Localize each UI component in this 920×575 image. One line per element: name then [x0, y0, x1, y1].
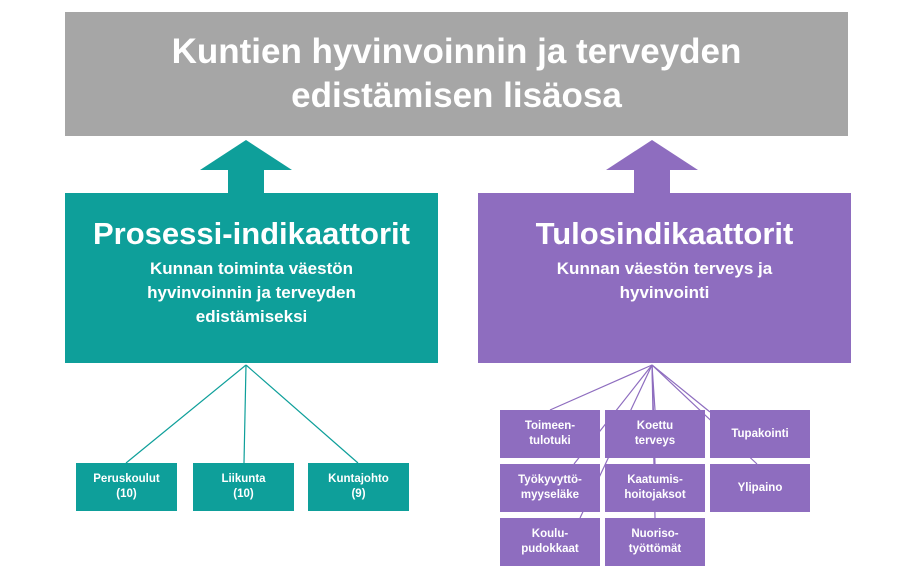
right-up-arrow — [606, 140, 698, 193]
indicator-koettu-terveys: Koettu terveys — [605, 410, 705, 458]
outcome-indicators-subtitle-line-1: Kunnan väestön terveys ja — [556, 259, 773, 278]
left-up-arrow — [200, 140, 292, 193]
process-indicators-heading: Prosessi-indikaattorit — [93, 216, 410, 251]
process-indicators-subtitle-line-3: edistämiseksi — [195, 307, 308, 326]
indicator-toimeentulotuki: Toimeen- tulotuki — [500, 410, 600, 458]
outcome-indicators-subtitle-line-2: hyvinvointi — [619, 283, 710, 302]
process-indicators-subtitle-line-1: Kunnan toiminta väestön — [149, 259, 354, 278]
title-line-2: edistämisen lisäosa — [291, 76, 622, 115]
outcome-indicators-subtitle — [478, 257, 851, 305]
title-line-1: Kuntien hyvinvoinnin ja terveyden — [171, 32, 742, 71]
outcome-indicators-heading: Tulosindikaattorit — [535, 216, 794, 251]
indicator-kaatumishoitojaksot: Kaatumis- hoitojaksot — [605, 464, 705, 512]
process-indicators-box — [65, 193, 438, 363]
indicator-koulupudokkaat: Koulu- pudokkaat — [500, 518, 600, 566]
process-indicators-subtitle-line-2: hyvinvoinnin ja terveyden — [147, 283, 356, 302]
indicator-liikunta: Liikunta (10) — [193, 463, 294, 511]
indicator-peruskoulut: Peruskoulut (10) — [76, 463, 177, 511]
process-indicators-subtitle — [65, 257, 438, 329]
indicator-kuntajohto: Kuntajohto (9) — [308, 463, 409, 511]
indicator-ylipaino: Ylipaino — [710, 464, 810, 512]
indicator-nuorisotyottomat: Nuoriso- työttömät — [605, 518, 705, 566]
indicator-tyokyvyttomyyselake: Työkyvyttö- myyseläke — [500, 464, 600, 512]
left-connector-lines — [126, 365, 358, 463]
outcome-indicators-box — [478, 193, 851, 363]
indicator-tupakointi: Tupakointi — [710, 410, 810, 458]
